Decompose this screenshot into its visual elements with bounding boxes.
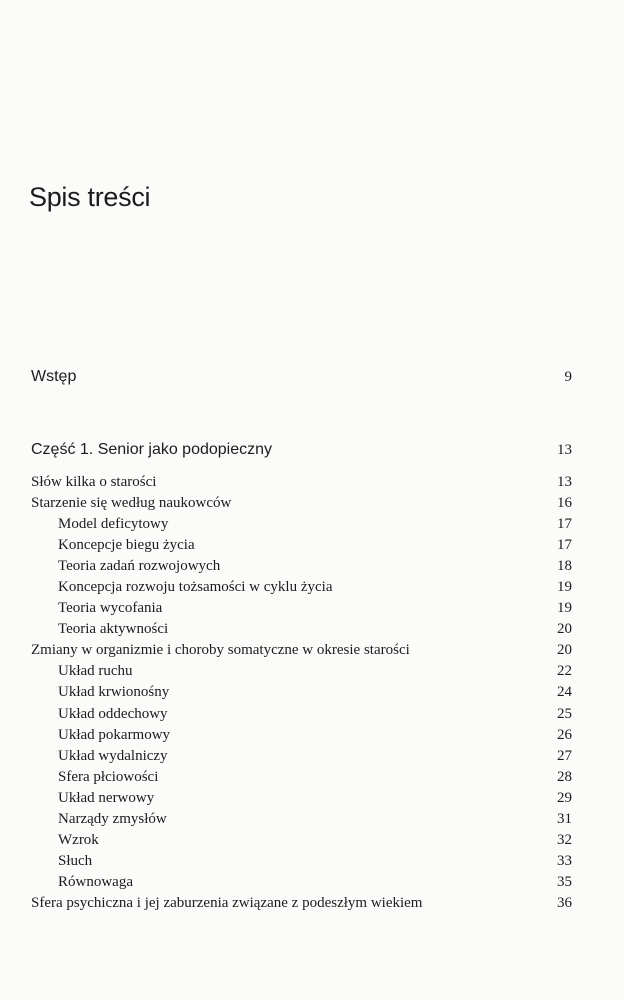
toc-entry-page: 17 [557,516,572,533]
toc-entry [31,893,572,914]
toc-entry-page: 25 [557,705,572,722]
toc-part-heading [31,441,572,459]
toc-entry [31,767,572,788]
toc-entry-title: Układ nerwowy [58,789,155,806]
toc-entry-title: Teoria wycofania [58,600,163,617]
toc-entry-page: 35 [557,873,572,890]
intro-page: 9 [564,369,572,385]
toc-entry-page: 29 [557,789,572,806]
toc-entry-page: 19 [557,600,572,617]
toc-entry-page: 28 [557,768,572,785]
toc-entry-title: Starzenie się według naukowców [31,495,232,512]
toc-entry [31,704,572,725]
toc-entry-title: Układ pokarmowy [58,726,171,743]
toc-entry-title: Równowaga [58,873,133,890]
toc-entry [31,809,572,830]
toc-entry-page: 16 [557,495,572,512]
toc-entry [31,661,572,682]
toc-entry-page: 13 [557,474,572,490]
toc-entry-title: Koncepcje biegu życia [58,537,195,554]
toc-entry [31,725,572,746]
toc-entry [31,851,572,872]
toc-entry-title: Wzrok [58,831,99,848]
toc-entry-title: Zmiany w organizmie i choroby somatyczne w okresie starości [31,642,410,659]
toc-entry [31,682,572,703]
page-title: Spis treści [29,182,151,212]
part-heading-label: Część 1. Senior jako podopieczny [31,441,273,458]
toc-entry [31,577,572,598]
toc-entry-page: 20 [557,642,572,659]
toc-entry [31,619,572,640]
toc-entry [31,788,572,809]
toc-entry-title: Układ oddechowy [58,705,168,722]
toc-entry [31,830,572,851]
toc-entry [31,556,572,577]
toc-entry-page: 19 [557,579,572,596]
toc-entry-title: Teoria zadań rozwojowych [58,558,221,575]
toc-entry-title: Narządy zmysłów [58,810,167,827]
toc-entry-title: Teoria aktywności [58,621,169,638]
toc-entry [31,472,572,493]
toc-entry-page: 31 [557,810,572,827]
toc-entry-page: 24 [557,684,572,701]
toc-entry-title: Słuch [58,852,93,869]
toc-entry [31,746,572,767]
toc-entry-title: Układ wydalniczy [58,747,168,764]
toc-entry [31,598,572,619]
toc-entry-title: Sfera psychiczna i jej zaburzenia związane z podeszłym wiekiem [31,894,423,911]
toc-entry-page: 33 [557,852,572,869]
toc-entry [31,493,572,514]
toc-entry-title: Słów kilka o starości [31,474,157,490]
toc-entry-title: Koncepcja rozwoju tożsamości w cyklu życia [58,579,333,596]
toc-entry-page: 17 [557,537,572,554]
toc-entry [31,640,572,661]
toc-entry-page: 22 [557,663,572,680]
toc-entry-title: Model deficytowy [58,516,169,533]
toc-intro [31,368,572,386]
toc-entry [31,535,572,556]
part-heading-page: 13 [557,442,572,458]
toc-entry-page: 26 [557,726,572,743]
toc-entry-page: 36 [557,894,572,911]
toc-entry-title: Sfera płciowości [58,768,159,785]
toc-entry-page: 32 [557,831,572,848]
toc-entry [31,514,572,535]
toc-entry-page: 27 [557,747,572,764]
toc-entry-title: Układ ruchu [58,663,133,680]
toc-entry-page: 18 [557,558,572,575]
intro-label: Wstęp [31,368,77,385]
toc-list [31,472,572,914]
toc-entry [31,872,572,893]
toc-entry-page: 20 [557,621,572,638]
toc-entry-title: Układ krwionośny [58,684,170,701]
